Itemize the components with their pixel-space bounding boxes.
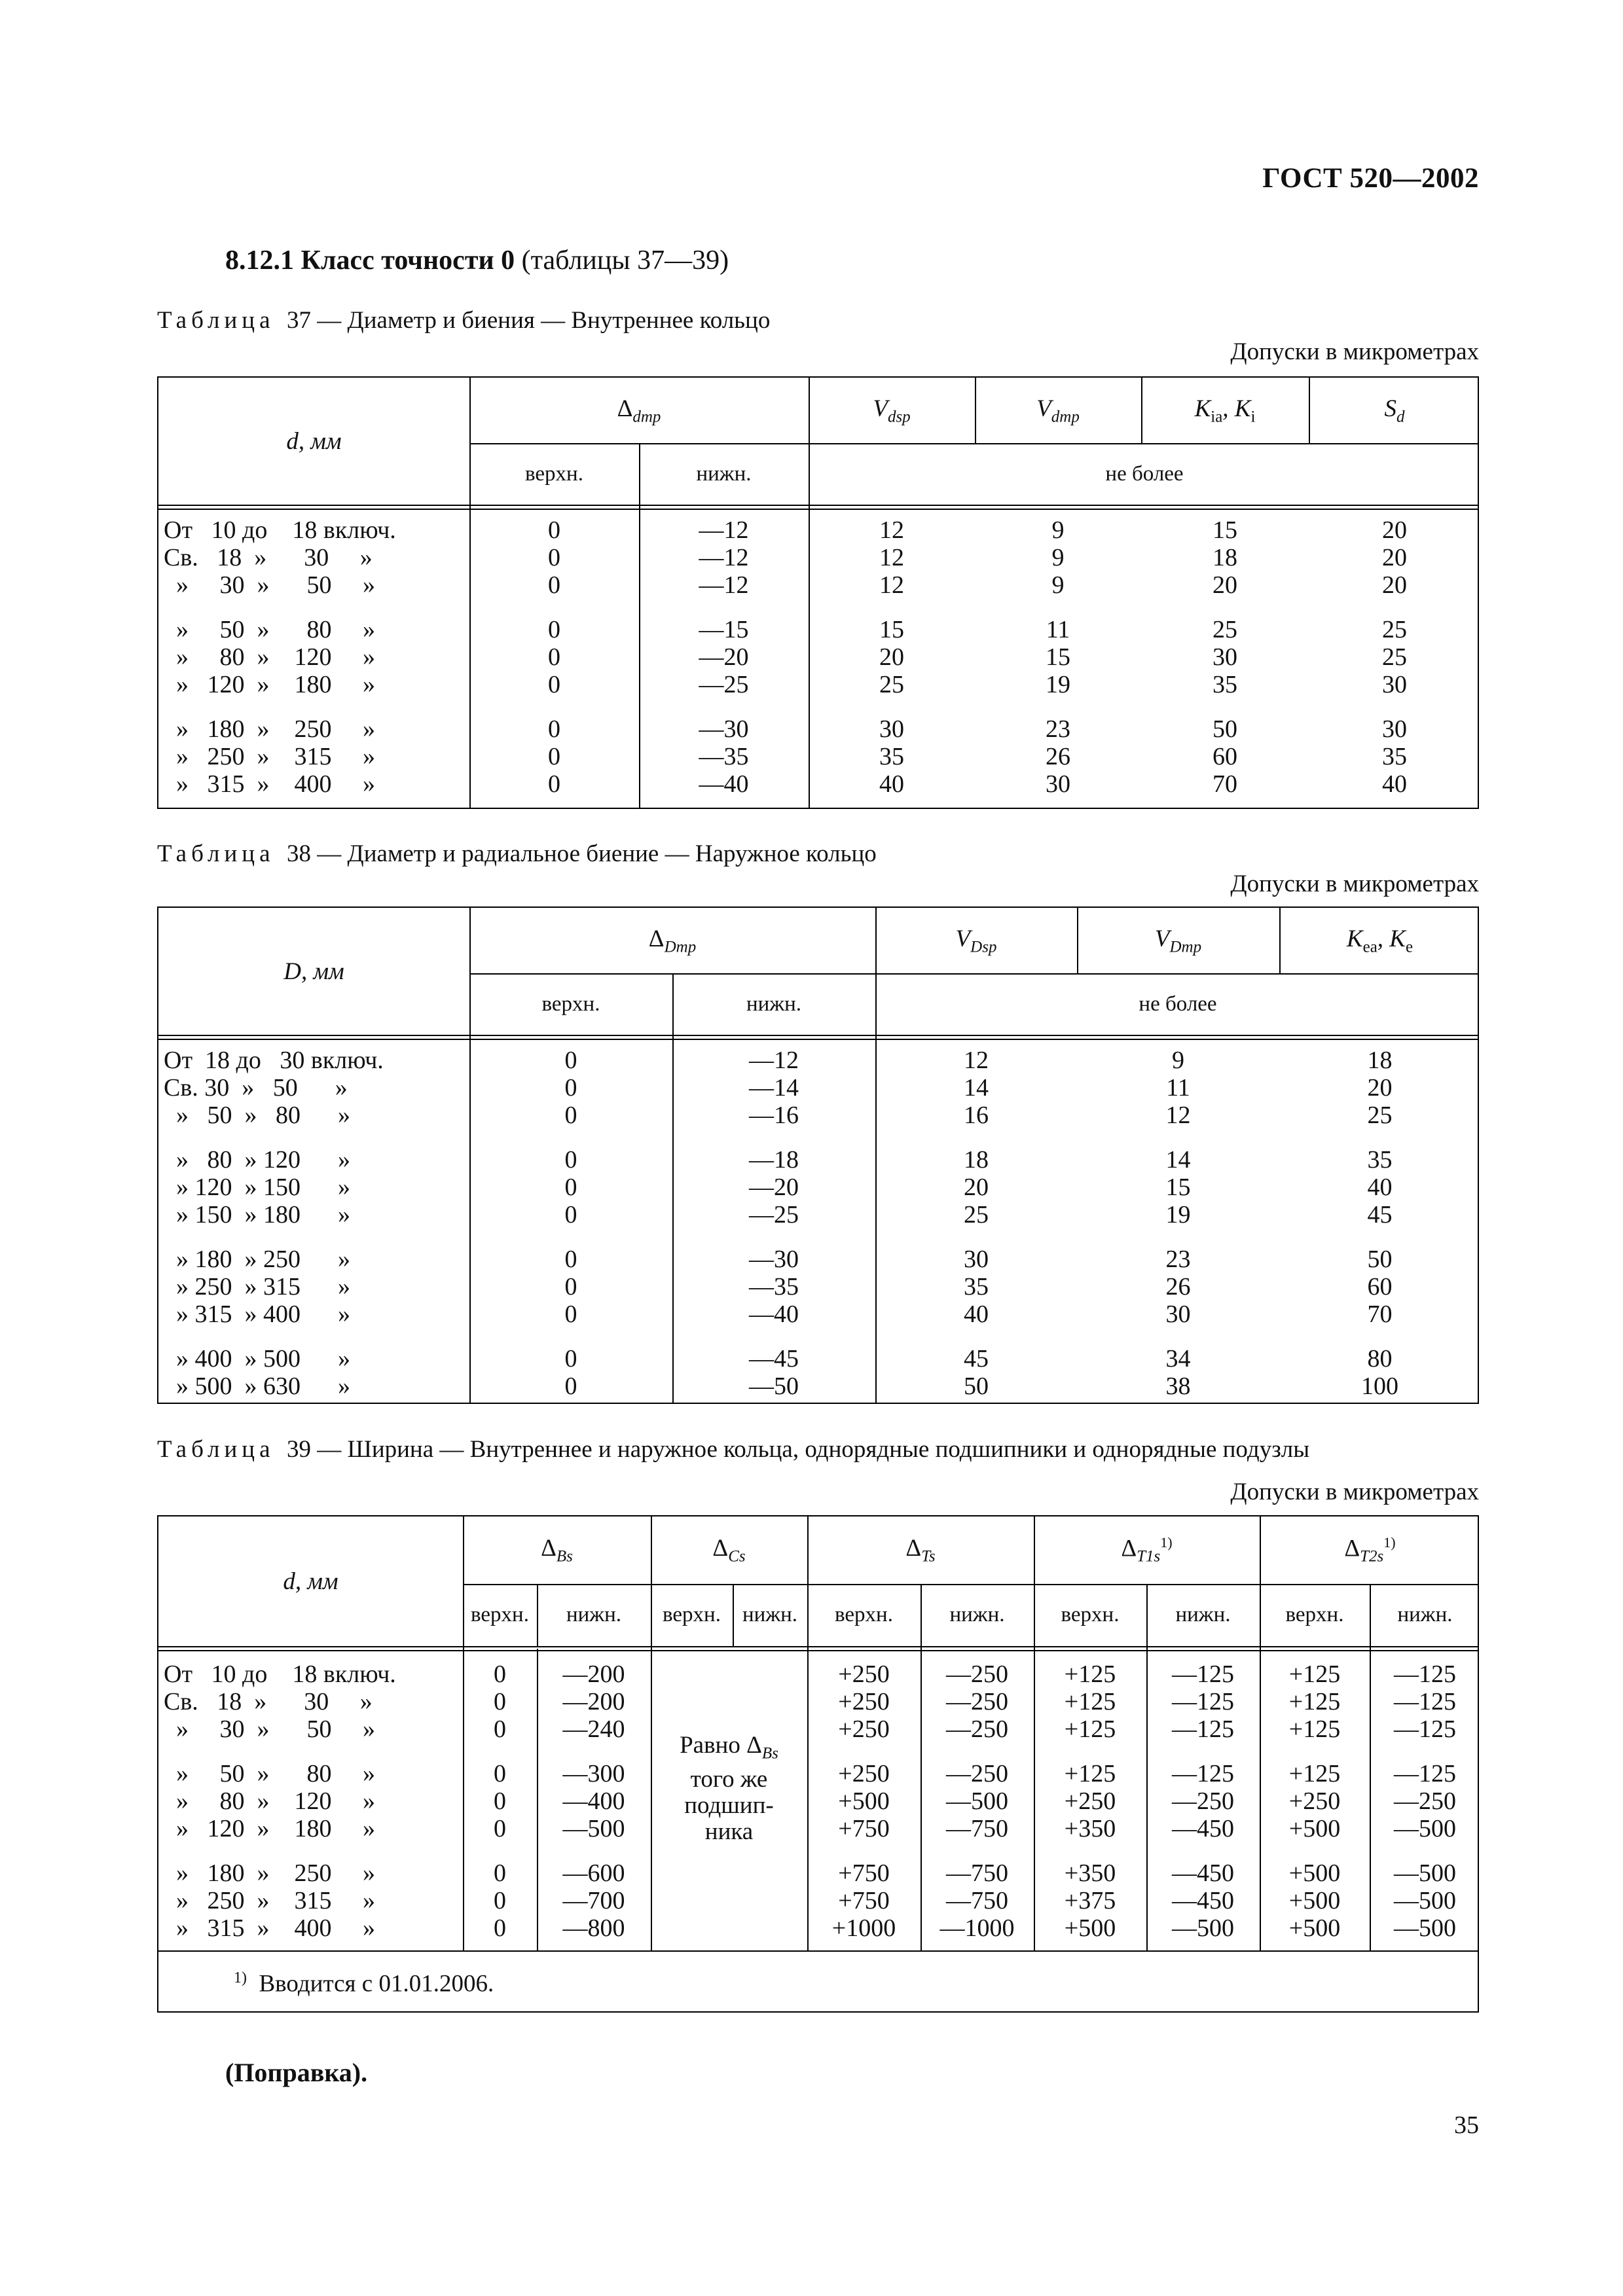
t38-head-vdsp: $V_{Dsp}$ xyxy=(955,925,997,956)
t38-head-d: D, мм xyxy=(283,958,344,985)
table37 xyxy=(157,376,1479,809)
t39-t1s-upper-cell: +375 xyxy=(1064,1887,1116,1914)
t38-lower-cell: —12 xyxy=(749,1047,799,1074)
t37-lower xyxy=(639,516,809,798)
t37-range-cell: » 250 » 315 » xyxy=(164,743,375,770)
t37-k xyxy=(1141,516,1309,798)
t39-range xyxy=(164,1660,463,1942)
t39-head-bs-lower: нижн. xyxy=(566,1603,622,1626)
t37-vdmp-cell: 30 xyxy=(1046,770,1070,798)
t39-ts-upper-cell: +750 xyxy=(838,1815,890,1842)
t38-range-cell: » 250 » 315 » xyxy=(164,1273,350,1300)
t39-t1s-lower-cell: —450 xyxy=(1172,1887,1234,1914)
t38-range-cell: » 150 » 180 » xyxy=(164,1201,350,1229)
table38-caption: Таблица 38 — Диаметр и радиальное биение — Наружное кольцо xyxy=(157,840,877,867)
t38-upper-cell: 0 xyxy=(564,1201,577,1229)
t38-upper-cell: 0 xyxy=(564,1345,577,1372)
document-header: ГОСТ 520—2002 xyxy=(1262,163,1479,194)
t39-t1s-upper-cell: +125 xyxy=(1064,1715,1116,1743)
t37-vdmp-cell: 9 xyxy=(1051,544,1065,571)
t37-range-cell: » 50 » 80 » xyxy=(164,616,375,643)
t37-vdsp xyxy=(809,516,975,798)
t39-ts-upper-cell: +250 xyxy=(838,1688,890,1715)
t37-vdmp xyxy=(975,516,1141,798)
t38-head-lower: нижн. xyxy=(746,992,802,1016)
t39-t1s-upper-cell: +125 xyxy=(1064,1760,1116,1787)
t37-sd-cell: 40 xyxy=(1382,770,1407,798)
t39-bs-upper-cell: 0 xyxy=(494,1760,506,1787)
t39-head-cs-upper: верхн. xyxy=(663,1603,721,1626)
t38-head-k: $K_{ea}$, $K_e$ xyxy=(1346,925,1413,956)
t37-lower-cell: —12 xyxy=(699,516,749,544)
t37-vdmp-cell: 26 xyxy=(1046,743,1070,770)
t39-t1s-upper-cell: +350 xyxy=(1064,1815,1116,1842)
t39-bs-upper-cell: 0 xyxy=(494,1859,506,1887)
t37-k-cell: 35 xyxy=(1213,671,1237,698)
t37-range-cell: » 30 » 50 » xyxy=(164,571,375,599)
t39-head-t2s: $\Delta_{T2s}^{1)}$ xyxy=(1344,1534,1396,1566)
t38-upper-cell: 0 xyxy=(564,1047,577,1074)
t38-range-cell: » 400 » 500 » xyxy=(164,1345,350,1372)
t39-t1s-lower-cell: —125 xyxy=(1172,1660,1234,1688)
t39-range-cell: » 30 » 50 » xyxy=(164,1715,375,1743)
t37-upper-cell: 0 xyxy=(548,544,560,571)
t37-range-cell: » 80 » 120 » xyxy=(164,643,375,671)
t39-t2s-lower-cell: —125 xyxy=(1394,1715,1456,1743)
t39-t2s-upper-cell: +125 xyxy=(1288,1760,1341,1787)
t39-bs-lower-cell: —400 xyxy=(562,1787,625,1815)
t39-bs-lower-cell: —500 xyxy=(562,1815,625,1842)
t39-bs-upper-cell: 0 xyxy=(494,1887,506,1914)
t37-sd-cell: 20 xyxy=(1382,516,1407,544)
t38-upper-cell: 0 xyxy=(564,1174,577,1201)
t38-vdsp-cell: 35 xyxy=(964,1273,989,1300)
t38-vdsp-cell: 40 xyxy=(964,1300,989,1328)
t39-bs-upper-cell: 0 xyxy=(494,1688,506,1715)
t37-head-delta: $\Delta_{dmp}$ xyxy=(617,395,661,426)
t39-t1s-lower-cell: —450 xyxy=(1172,1815,1234,1842)
t39-range-cell: » 250 » 315 » xyxy=(164,1887,375,1914)
t39-t2s-lower-cell: —125 xyxy=(1394,1688,1456,1715)
t37-lower-cell: —12 xyxy=(699,544,749,571)
t38-vdmp-cell: 38 xyxy=(1165,1372,1191,1400)
table38-units: Допуски в микрометрах xyxy=(1230,870,1479,897)
t38-lower-cell: —40 xyxy=(749,1300,799,1328)
t39-ts-lower-cell: —250 xyxy=(946,1715,1008,1743)
t39-t2s-lower-cell: —250 xyxy=(1394,1787,1456,1815)
t38-upper xyxy=(469,1047,672,1400)
t37-upper-cell: 0 xyxy=(548,616,560,643)
table39-footnote: $^{1)}$ Вводится с 01.01.2006. xyxy=(234,1969,494,1998)
t39-t1s-lower xyxy=(1146,1660,1260,1942)
t37-range-cell: » 120 » 180 » xyxy=(164,671,375,698)
t37-lower-cell: —12 xyxy=(699,571,749,599)
t39-range-cell: Св. 18 » 30 » xyxy=(164,1688,373,1715)
t39-ts-upper-cell: +250 xyxy=(838,1760,890,1787)
t39-head-ts-upper: верхн. xyxy=(835,1603,893,1626)
t38-k-cell: 20 xyxy=(1367,1074,1393,1102)
t39-t1s-lower-cell: —125 xyxy=(1172,1715,1234,1743)
t39-head-cs: $\Delta_{Cs}$ xyxy=(712,1535,746,1566)
t37-range-cell: » 180 » 250 » xyxy=(164,715,375,743)
t39-t1s-upper-cell: +350 xyxy=(1064,1859,1116,1887)
t38-range-cell: » 120 » 150 » xyxy=(164,1174,350,1201)
t38-vdsp-cell: 30 xyxy=(964,1246,989,1273)
t38-lower-cell: —20 xyxy=(749,1174,799,1201)
t39-t2s-upper xyxy=(1260,1660,1370,1942)
t37-vdmp-cell: 15 xyxy=(1046,643,1070,671)
t38-range-cell: » 315 » 400 » xyxy=(164,1300,350,1328)
t39-head-t1s-lower: нижн. xyxy=(1175,1603,1231,1626)
t38-lower-cell: —18 xyxy=(749,1146,799,1174)
t38-vdmp-cell: 11 xyxy=(1166,1074,1190,1102)
t39-ts-upper-cell: +1000 xyxy=(831,1914,896,1942)
t38-lower-cell: —25 xyxy=(749,1201,799,1229)
t37-head-max: не более xyxy=(1105,461,1184,486)
t39-bs-lower-cell: —700 xyxy=(562,1887,625,1914)
t37-lower-cell: —40 xyxy=(699,770,749,798)
t38-range-cell: » 80 » 120 » xyxy=(164,1146,350,1174)
t39-head-t2s-lower: нижн. xyxy=(1397,1603,1453,1626)
t38-range-cell: От 18 до 30 включ. xyxy=(164,1047,384,1074)
t38-vdmp xyxy=(1077,1047,1279,1400)
t39-bs-upper-cell: 0 xyxy=(494,1815,506,1842)
t38-vdsp-cell: 16 xyxy=(964,1102,989,1129)
t39-head-ts: $\Delta_{Ts}$ xyxy=(905,1535,936,1566)
t39-t2s-lower-cell: —500 xyxy=(1394,1815,1456,1842)
t38-k-cell: 25 xyxy=(1367,1102,1393,1129)
t38-upper-cell: 0 xyxy=(564,1102,577,1129)
t37-vdmp-cell: 9 xyxy=(1051,516,1065,544)
t37-lower-cell: —30 xyxy=(699,715,749,743)
t39-t2s-lower-cell: —500 xyxy=(1394,1914,1456,1942)
t37-vdsp-cell: 12 xyxy=(879,544,904,571)
t39-t1s-upper-cell: +125 xyxy=(1064,1688,1116,1715)
t37-head-d: d, мм xyxy=(286,427,342,455)
t37-sd xyxy=(1309,516,1480,798)
t39-bs-lower-cell: —200 xyxy=(562,1660,625,1688)
t37-range-cell: Св. 18 » 30 » xyxy=(164,544,373,571)
t38-lower-cell: —30 xyxy=(749,1246,799,1273)
table39-caption: Таблица 39 — Ширина — Внутреннее и наружное кольца, однорядные подшипники и однорядные подузлы xyxy=(157,1436,1310,1463)
t37-sd-cell: 20 xyxy=(1382,544,1407,571)
t38-vdsp-cell: 14 xyxy=(964,1074,989,1102)
t37-sd-cell: 25 xyxy=(1382,616,1407,643)
t39-ts-lower-cell: —250 xyxy=(946,1688,1008,1715)
amendment-note: (Поправка). xyxy=(225,2058,368,2087)
t38-k-cell: 40 xyxy=(1367,1174,1393,1201)
t38-vdsp-cell: 20 xyxy=(964,1174,989,1201)
t38-vdmp-cell: 15 xyxy=(1165,1174,1191,1201)
t39-head-bs-upper: верхн. xyxy=(471,1603,529,1626)
section-number: 8.12.1 xyxy=(225,245,294,276)
t37-sd-cell: 30 xyxy=(1382,671,1407,698)
t38-range xyxy=(164,1047,468,1400)
section-title-rest: (таблицы 37—39) xyxy=(521,245,729,276)
t39-ts-upper-cell: +250 xyxy=(838,1660,890,1688)
t38-lower-cell: —50 xyxy=(749,1372,799,1400)
t39-t1s-upper-cell: +125 xyxy=(1064,1660,1116,1688)
t37-upper-cell: 0 xyxy=(548,770,560,798)
t39-head-cs-lower: нижн. xyxy=(742,1603,798,1626)
t37-vdsp-cell: 25 xyxy=(879,671,904,698)
t37-head-vdmp: $V_{dmp}$ xyxy=(1036,395,1080,426)
t37-head-upper: верхн. xyxy=(525,461,583,486)
t38-upper-cell: 0 xyxy=(564,1146,577,1174)
t39-t2s-lower-cell: —500 xyxy=(1394,1887,1456,1914)
t39-ts-upper-cell: +250 xyxy=(838,1715,890,1743)
t39-t1s-lower-cell: —450 xyxy=(1172,1859,1234,1887)
t39-head-bs: $\Delta_{Bs}$ xyxy=(541,1535,573,1566)
t39-t2s-upper-cell: +125 xyxy=(1288,1715,1341,1743)
t39-head-d: d, мм xyxy=(283,1568,338,1595)
t38-upper-cell: 0 xyxy=(564,1246,577,1273)
t39-t2s-lower-cell: —125 xyxy=(1394,1660,1456,1688)
t39-t2s-upper-cell: +500 xyxy=(1288,1914,1341,1942)
t38-vdmp-cell: 19 xyxy=(1165,1201,1191,1229)
t37-sd-cell: 25 xyxy=(1382,643,1407,671)
t38-k-cell: 50 xyxy=(1367,1246,1393,1273)
t37-k-cell: 25 xyxy=(1213,616,1237,643)
t37-vdsp-cell: 15 xyxy=(879,616,904,643)
t39-t2s-upper-cell: +125 xyxy=(1288,1660,1341,1688)
t39-t2s-lower-cell: —125 xyxy=(1394,1760,1456,1787)
t37-sd-cell: 35 xyxy=(1382,743,1407,770)
t37-k-cell: 20 xyxy=(1213,571,1237,599)
t37-vdsp-cell: 20 xyxy=(879,643,904,671)
t39-ts-lower xyxy=(921,1660,1034,1942)
section-title-bold: Класс точности 0 xyxy=(301,245,515,276)
t39-head-t1s-upper: верхн. xyxy=(1061,1603,1120,1626)
t39-bs-upper xyxy=(463,1660,537,1942)
table38 xyxy=(157,906,1479,1404)
table37-units: Допуски в микрометрах xyxy=(1230,338,1479,365)
t38-k-cell: 100 xyxy=(1361,1372,1398,1400)
t38-range-cell: Св. 30 » 50 » xyxy=(164,1074,348,1102)
t37-vdsp-cell: 12 xyxy=(879,516,904,544)
t37-k-cell: 15 xyxy=(1213,516,1237,544)
t39-range-cell: » 80 » 120 » xyxy=(164,1787,375,1815)
t38-vdmp-cell: 12 xyxy=(1165,1102,1191,1129)
t39-t2s-lower xyxy=(1370,1660,1480,1942)
t39-t1s-lower-cell: —125 xyxy=(1172,1688,1234,1715)
t39-t2s-upper-cell: +500 xyxy=(1288,1859,1341,1887)
t39-t1s-upper-cell: +500 xyxy=(1064,1914,1116,1942)
t38-vdmp-cell: 30 xyxy=(1165,1300,1191,1328)
t37-lower-cell: —20 xyxy=(699,643,749,671)
t38-k-cell: 80 xyxy=(1367,1345,1393,1372)
t37-sd-cell: 30 xyxy=(1382,715,1407,743)
t37-range-cell: » 315 » 400 » xyxy=(164,770,375,798)
t37-head-vdsp: $V_{dsp}$ xyxy=(873,395,911,426)
t37-head-lower: нижн. xyxy=(696,461,752,486)
t38-k-cell: 18 xyxy=(1367,1047,1393,1074)
t39-t2s-upper-cell: +500 xyxy=(1288,1815,1341,1842)
t39-t1s-lower-cell: —500 xyxy=(1172,1914,1234,1942)
t37-head-s: $S_d$ xyxy=(1384,395,1405,426)
table39-units: Допуски в микрометрах xyxy=(1230,1479,1479,1505)
t38-lower-cell: —35 xyxy=(749,1273,799,1300)
t38-head-max: не более xyxy=(1139,992,1217,1016)
t37-lower-cell: —25 xyxy=(699,671,749,698)
t37-lower-cell: —35 xyxy=(699,743,749,770)
t37-vdmp-cell: 23 xyxy=(1046,715,1070,743)
t39-t1s-upper xyxy=(1034,1660,1146,1942)
t37-vdsp-cell: 40 xyxy=(879,770,904,798)
t38-range-cell: » 50 » 80 » xyxy=(164,1102,350,1129)
t38-vdsp xyxy=(875,1047,1077,1400)
t38-lower-cell: —16 xyxy=(749,1102,799,1129)
section-title xyxy=(225,245,729,276)
t37-vdsp-cell: 30 xyxy=(879,715,904,743)
t38-upper-cell: 0 xyxy=(564,1372,577,1400)
t39-ts-lower-cell: —750 xyxy=(946,1887,1008,1914)
t39-bs-upper-cell: 0 xyxy=(494,1914,506,1942)
t39-range-cell: » 120 » 180 » xyxy=(164,1815,375,1842)
t38-vdmp-cell: 23 xyxy=(1165,1246,1191,1273)
t37-k-cell: 50 xyxy=(1213,715,1237,743)
t39-head-ts-lower: нижн. xyxy=(949,1603,1005,1626)
t39-bs-lower-cell: —200 xyxy=(562,1688,625,1715)
t38-vdmp-cell: 34 xyxy=(1165,1345,1191,1372)
t38-range-cell: » 500 » 630 » xyxy=(164,1372,350,1400)
t37-k-cell: 30 xyxy=(1213,643,1237,671)
page-number: 35 xyxy=(1454,2111,1479,2139)
t38-vdsp-cell: 45 xyxy=(964,1345,989,1372)
t38-vdsp-cell: 12 xyxy=(964,1047,989,1074)
table39 xyxy=(157,1515,1479,2013)
t39-range-cell: » 315 » 400 » xyxy=(164,1914,375,1942)
table37-caption: Таблица 37 — Диаметр и биения — Внутреннее кольцо xyxy=(157,307,771,334)
t37-vdmp-cell: 11 xyxy=(1046,616,1070,643)
t39-t2s-upper-cell: +500 xyxy=(1288,1887,1341,1914)
t38-upper-cell: 0 xyxy=(564,1074,577,1102)
t37-vdsp-cell: 35 xyxy=(879,743,904,770)
t39-t2s-upper-cell: +250 xyxy=(1288,1787,1341,1815)
t39-t2s-lower-cell: —500 xyxy=(1394,1859,1456,1887)
t37-lower-cell: —15 xyxy=(699,616,749,643)
t39-range-cell: От 10 до 18 включ. xyxy=(164,1660,396,1688)
t39-bs-upper-cell: 0 xyxy=(494,1787,506,1815)
t37-k-cell: 18 xyxy=(1213,544,1237,571)
t39-range-cell: » 50 » 80 » xyxy=(164,1760,375,1787)
t39-ts-upper-cell: +750 xyxy=(838,1859,890,1887)
t38-vdmp-cell: 14 xyxy=(1165,1146,1191,1174)
t39-head-t1s: $\Delta_{T1s}^{1)}$ xyxy=(1121,1534,1173,1566)
t38-upper-cell: 0 xyxy=(564,1300,577,1328)
t38-k xyxy=(1279,1047,1480,1400)
t39-ts-lower-cell: —250 xyxy=(946,1660,1008,1688)
t39-ts-lower-cell: —750 xyxy=(946,1815,1008,1842)
t38-head-upper: верхн. xyxy=(541,992,600,1016)
t37-upper-cell: 0 xyxy=(548,715,560,743)
t39-ts-upper xyxy=(807,1660,921,1942)
t38-vdsp-cell: 25 xyxy=(964,1201,989,1229)
t39-ts-lower-cell: —500 xyxy=(946,1787,1008,1815)
t38-k-cell: 45 xyxy=(1367,1201,1393,1229)
t37-vdmp-cell: 19 xyxy=(1046,671,1070,698)
t39-bs-lower-cell: —600 xyxy=(562,1859,625,1887)
t39-bs-upper-cell: 0 xyxy=(494,1660,506,1688)
t38-vdsp-cell: 18 xyxy=(964,1146,989,1174)
t38-head-delta: $\Delta_{Dmp}$ xyxy=(648,925,697,956)
t37-upper-cell: 0 xyxy=(548,743,560,770)
t37-upper-cell: 0 xyxy=(548,571,560,599)
t39-bs-upper-cell: 0 xyxy=(494,1715,506,1743)
t38-upper-cell: 0 xyxy=(564,1273,577,1300)
t39-t1s-upper-cell: +250 xyxy=(1064,1787,1116,1815)
t39-t2s-upper-cell: +125 xyxy=(1288,1688,1341,1715)
t39-ts-upper-cell: +500 xyxy=(838,1787,890,1815)
t38-k-cell: 35 xyxy=(1367,1146,1393,1174)
t38-vdmp-cell: 9 xyxy=(1172,1047,1184,1074)
t38-k-cell: 60 xyxy=(1367,1273,1393,1300)
t39-bs-lower xyxy=(537,1660,651,1942)
t37-upper-cell: 0 xyxy=(548,643,560,671)
t37-k-cell: 60 xyxy=(1213,743,1237,770)
t39-bs-lower-cell: —240 xyxy=(562,1715,625,1743)
t37-vdmp-cell: 9 xyxy=(1051,571,1065,599)
t38-head-vdmp: $V_{Dmp}$ xyxy=(1154,925,1202,956)
t39-ts-lower-cell: —750 xyxy=(946,1859,1008,1887)
t37-vdsp-cell: 12 xyxy=(879,571,904,599)
t37-upper xyxy=(469,516,639,798)
t38-lower-cell: —45 xyxy=(749,1345,799,1372)
t38-lower-cell: —14 xyxy=(749,1074,799,1102)
t37-upper-cell: 0 xyxy=(548,671,560,698)
t37-range-cell: От 10 до 18 включ. xyxy=(164,516,396,544)
t39-head-t2s-upper: верхн. xyxy=(1285,1603,1344,1626)
t37-range xyxy=(164,516,468,798)
cs-equal-note: Равно $\Delta_{Bs}$ того же подшип- ника xyxy=(680,1732,778,1846)
t37-sd-cell: 20 xyxy=(1382,571,1407,599)
t38-lower xyxy=(672,1047,875,1400)
t39-range-cell: » 180 » 250 » xyxy=(164,1859,375,1887)
t39-ts-upper-cell: +750 xyxy=(838,1887,890,1914)
t38-vdmp-cell: 26 xyxy=(1165,1273,1191,1300)
t39-ts-lower-cell: —250 xyxy=(946,1760,1008,1787)
t39-ts-lower-cell: —1000 xyxy=(939,1914,1015,1942)
t39-t1s-lower-cell: —250 xyxy=(1172,1787,1234,1815)
t38-vdsp-cell: 50 xyxy=(964,1372,989,1400)
t37-upper-cell: 0 xyxy=(548,516,560,544)
t39-bs-lower-cell: —800 xyxy=(562,1914,625,1942)
t39-t1s-lower-cell: —125 xyxy=(1172,1760,1234,1787)
t38-range-cell: » 180 » 250 » xyxy=(164,1246,350,1273)
t39-bs-lower-cell: —300 xyxy=(562,1760,625,1787)
t37-head-k: $K_{ia}$, $K_i$ xyxy=(1194,395,1256,426)
t38-k-cell: 70 xyxy=(1367,1300,1393,1328)
t37-k-cell: 70 xyxy=(1213,770,1237,798)
